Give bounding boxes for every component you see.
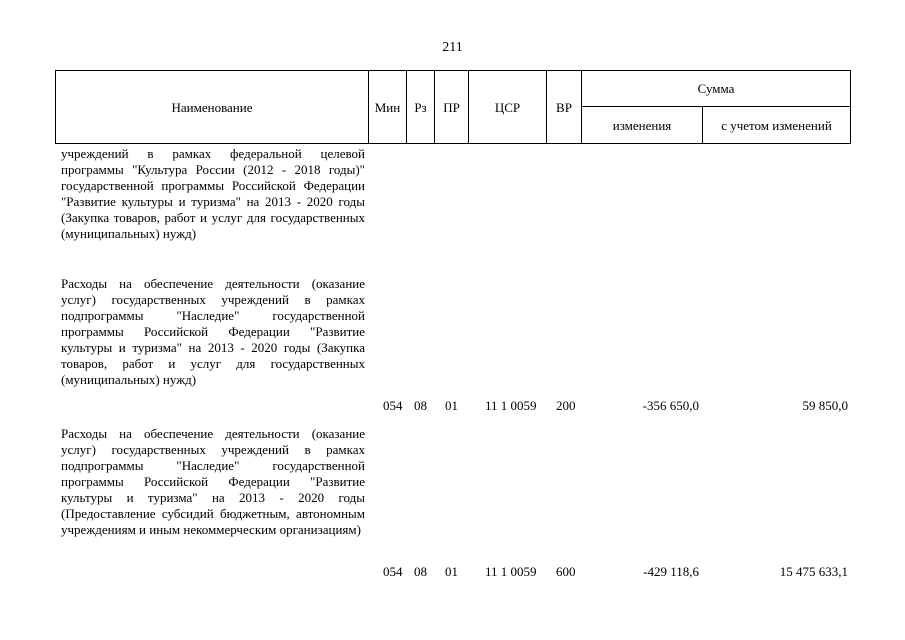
row-pr: 01 [445,398,458,413]
row-name: Расходы на обеспечение деятельности (оказание услуг) государственных учреждений в рамках подпрограммы "Наследие" государственной программы Российской Федерации "Развитие культуры и туризма" на 2013 - 2020 годы (Закупка товаров, работ и услуг для государственных (муниципальных) нужд) [61,276,365,387]
header-min: Мин [369,71,407,144]
row-change: -429 118,6 [643,564,699,579]
row-min: 054 [383,398,403,413]
header-vr: ВР [547,71,582,144]
row-change: -356 650,0 [642,398,699,413]
row-csr: 11 1 0059 [485,564,537,579]
table-header [55,70,851,144]
table-row [55,276,851,416]
header-change: изменения [582,107,703,144]
row-name: учреждений в рамках федеральной целевой программы "Культура России (2012 - 2018 годы)" государственной программы Российской Федерации "Развитие культуры и туризма" на 2013 - 2020 годы (Закупка товаров, работ и услуг для государственных (муниципальных) нужд) [61,146,365,241]
header-pr: ПР [435,71,469,144]
row-csr: 11 1 0059 [485,398,537,413]
header-csr: ЦСР [469,71,547,144]
table-row [55,146,851,264]
row-vr: 600 [556,564,576,579]
row-name: Расходы на обеспечение деятельности (оказание услуг) государственных учреждений в рамках подпрограммы "Наследие" государственной программы Российской Федерации "Развитие культуры и туризма" на 2013 - 2020 годы (Предоставление субсидий бюджетным, автономным учреждениям и иным некоммерческим организациям) [61,426,365,537]
header-name: Наименование [56,71,369,144]
row-min: 054 [383,564,403,579]
row-vr: 200 [556,398,576,413]
header-rz: Рз [407,71,435,144]
header-sum: Сумма [582,71,851,107]
row-rz: 08 [414,398,427,413]
table-row [55,426,851,586]
header-with-change: с учетом изменений [703,107,851,144]
page-number: 211 [442,40,463,55]
row-total: 15 475 633,1 [779,564,848,579]
row-rz: 08 [414,564,427,579]
row-total: 59 850,0 [802,398,848,413]
row-pr: 01 [445,564,458,579]
